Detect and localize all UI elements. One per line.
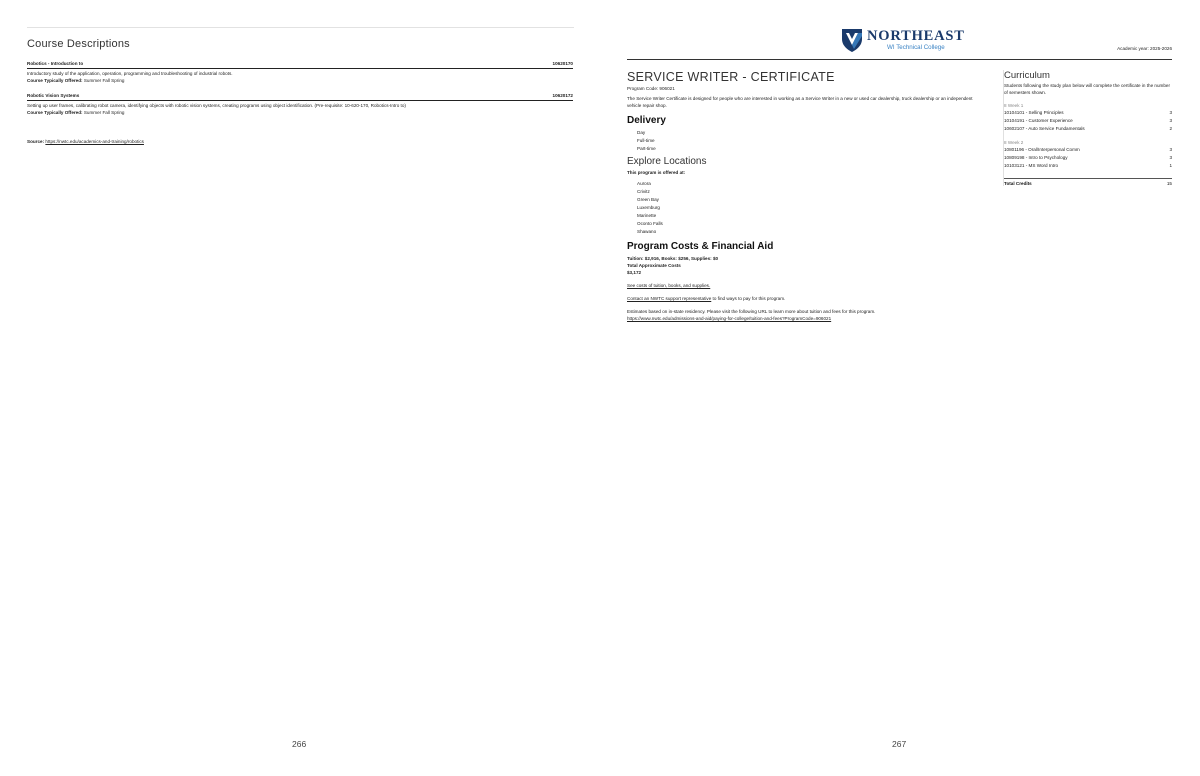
course-offered-label: Course Typically Offered:	[27, 109, 83, 115]
course-title: 10602107 - Auto Service Fundamentals	[1004, 126, 1085, 132]
course-credits: 1	[1169, 163, 1172, 169]
costs-link-line	[627, 282, 987, 289]
total-credits-row	[1004, 178, 1172, 186]
program-code: Program Code: 906021	[627, 86, 675, 91]
estimate-note: Estimates based on in-state residency. Please visit the following URL to learn more about tuition and fees for this program.	[627, 309, 876, 315]
locations-list	[637, 180, 987, 236]
course-header	[27, 61, 573, 69]
curriculum-course-row	[1004, 146, 1172, 154]
course-entry	[27, 93, 573, 116]
course-entry	[27, 61, 573, 84]
curriculum-panel	[1003, 70, 1172, 186]
locations-heading: Explore Locations	[627, 156, 707, 168]
page-number: 267	[892, 739, 907, 749]
page-number: 266	[292, 739, 307, 749]
course-description: Setting up user frames, calibrating robot camera, identifying objects with robotic vision systems, creating programs using object identification. (Pre-requisite: 10-620-170, Robotics-Intro to)	[27, 102, 406, 108]
program-description: The Service Writer Certificate is designed for people who are interested in working as a Service Writer in a new or used car dealership, truck dealership or an independent vehicle repair shop.	[627, 96, 973, 109]
course-title: 10104101 - Selling Principles	[1004, 110, 1064, 116]
course-offered	[27, 77, 573, 84]
course-title: 10809198 - Intro to Psychology	[1004, 155, 1068, 161]
top-divider	[27, 27, 574, 28]
curriculum-heading: Curriculum	[1004, 70, 1050, 81]
header-divider	[627, 59, 1172, 60]
course-credits: 3	[1169, 110, 1172, 116]
costs-total-label-text: Total Approximate Costs	[627, 263, 681, 269]
course-number: 10620172	[552, 93, 573, 98]
support-rep-link[interactable]: Contact an NWTC support representative	[627, 296, 712, 302]
course-credits: 3	[1169, 147, 1172, 153]
list-item: Green Bay	[637, 197, 659, 203]
course-offered-terms: Summer Fall Spring	[83, 77, 125, 83]
costs-total-value: $3,172	[627, 270, 642, 276]
list-item: Aurora	[637, 181, 651, 187]
term-label: 8 Week 2	[1004, 140, 1024, 146]
source-link[interactable]: https://nwtc.edu/academics-and-training/robotics	[45, 139, 144, 144]
list-item: Full-time	[637, 138, 655, 144]
course-header	[27, 93, 573, 101]
list-item: Luxemburg	[637, 205, 660, 211]
curriculum-course-row	[1004, 109, 1172, 117]
locations-intro-text: This program is offered at:	[627, 170, 686, 176]
course-title: 10801196 - Oral/Interpersonal Comm	[1004, 147, 1080, 153]
delivery-heading: Delivery	[627, 115, 666, 127]
costs-total-label	[627, 262, 987, 269]
list-item: Shawano	[637, 229, 657, 235]
costs-breakdown-text: Tuition: $2,916, Books: $256, Supplies: $0	[627, 256, 719, 262]
tuition-fees-url-link[interactable]: https://www.nwtc.edu/admissions-and-aid/paying-for-college/tuition-and-fees?ProgramCode=906021	[627, 316, 832, 322]
source-line	[27, 139, 144, 144]
section-title: Course Descriptions	[27, 38, 130, 50]
course-number: 10620170	[552, 61, 573, 66]
delivery-list	[637, 129, 987, 153]
tuition-costs-link[interactable]: See costs of tuition, books, and supplies.	[627, 283, 711, 289]
list-item: Oconto Falls	[637, 221, 663, 227]
source-label: Source:	[27, 139, 45, 144]
course-offered	[27, 109, 573, 116]
program-main	[627, 71, 987, 322]
course-credits: 3	[1169, 155, 1172, 161]
tuition-url-line	[627, 315, 987, 322]
list-item: Crivitz	[637, 189, 650, 195]
course-offered-terms: Summer Fall Spring	[83, 109, 125, 115]
total-credits-value: 15	[1166, 181, 1172, 187]
course-title: 10103121 - MS Word Intro	[1004, 163, 1059, 169]
curriculum-intro: Students following the study plan below will complete the certificate in the number of semesters shown.	[1004, 83, 1170, 96]
term-label: 8 Week 1	[1004, 103, 1024, 109]
costs-total	[627, 269, 987, 276]
academic-year: Academic year: 2025-2026	[1117, 46, 1172, 51]
curriculum-course-row	[1004, 154, 1172, 162]
curriculum-course-row	[1004, 125, 1172, 133]
course-offered-label: Course Typically Offered:	[27, 77, 83, 83]
college-logo	[841, 27, 965, 53]
list-item: Part-time	[637, 146, 656, 152]
course-name: Robotic Vision Systems	[27, 93, 80, 98]
curriculum-course-row	[1004, 162, 1172, 170]
list-item: Day	[637, 130, 646, 136]
shield-icon	[841, 27, 863, 53]
total-credits-label: Total Credits	[1004, 181, 1032, 187]
list-item: Marinette	[637, 213, 657, 219]
program-title: SERVICE WRITER - CERTIFICATE	[627, 70, 835, 84]
logo-subtitle: WI Technical College	[887, 43, 945, 51]
costs-breakdown	[627, 255, 987, 262]
course-name: Robotics - Introduction to	[27, 61, 84, 66]
curriculum-course-row	[1004, 117, 1172, 125]
costs-heading: Program Costs & Financial Aid	[627, 241, 774, 253]
course-title: 10104191 - Customer Experience	[1004, 118, 1073, 124]
support-line	[627, 295, 987, 302]
course-credits: 3	[1169, 118, 1172, 124]
course-credits: 2	[1169, 126, 1172, 132]
support-line-suffix: to find ways to pay for this program.	[711, 296, 786, 302]
course-description: Introductory study of the application, operation, programming and troubleshooting of industrial robots.	[27, 70, 233, 76]
logo-name: NORTHEAST	[867, 27, 965, 44]
locations-intro	[627, 169, 987, 176]
